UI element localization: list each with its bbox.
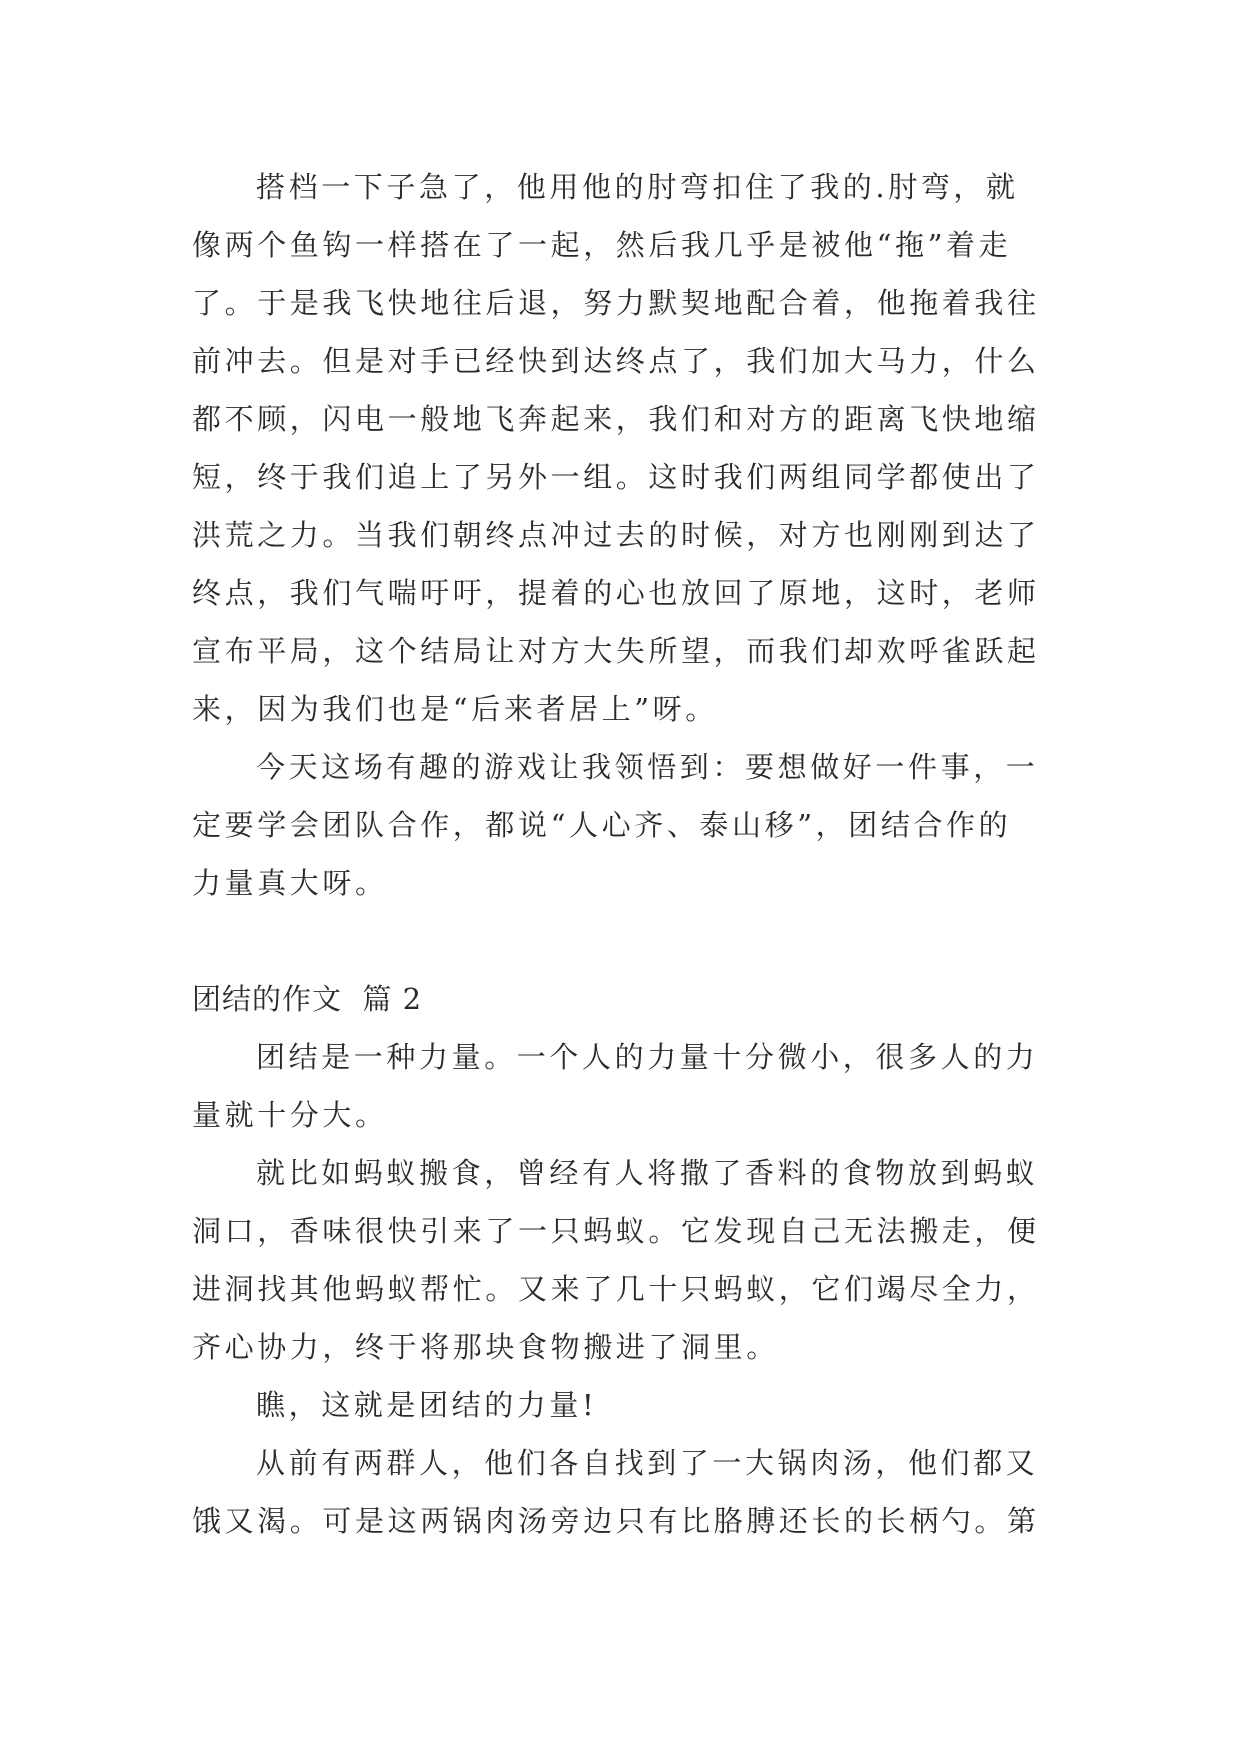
text-line: 从前有两群人，他们各自找到了一大锅肉汤，他们都又 <box>256 1446 1039 1480</box>
text-line: 今天这场有趣的游戏让我领悟到：要想做好一件事，一 <box>256 750 1039 784</box>
text-line: 力量真大呀。 <box>192 866 388 900</box>
text-line: 前冲去。但是对手已经快到达终点了，我们加大马力，什么 <box>192 344 1040 378</box>
document-body <box>192 158 1052 1550</box>
text-line: 来，因为我们也是“后来者居上”呀。 <box>192 692 718 726</box>
text-line: 定要学会团队合作，都说“人心齐、泰山移”，团结合作的 <box>192 808 1012 842</box>
text-line: 搭档一下子急了，他用他的肘弯扣住了我的.肘弯，就 <box>256 170 1019 204</box>
text-line: 瞧，这就是团结的力量! <box>256 1388 598 1422</box>
paragraph <box>192 1144 1052 1376</box>
text-line: 团结是一种力量。一个人的力量十分微小，很多人的力 <box>256 1040 1039 1074</box>
paragraph <box>192 1028 1052 1144</box>
text-line: 齐心协力，终于将那块食物搬进了洞里。 <box>192 1330 779 1364</box>
text-line: 宣布平局，这个结局让对方大失所望，而我们却欢呼雀跃起 <box>192 634 1040 668</box>
text-line: 短，终于我们追上了另外一组。这时我们两组同学都使出了 <box>192 460 1040 494</box>
paragraph <box>192 738 1052 912</box>
text-line: 洞口，香味很快引来了一只蚂蚁。它发现自己无法搬走，便 <box>192 1214 1040 1248</box>
text-line: 洪荒之力。当我们朝终点冲过去的时候，对方也刚刚到达了 <box>192 518 1040 552</box>
text-line: 了。于是我飞快地往后退，努力默契地配合着，他拖着我往 <box>192 286 1040 320</box>
text-line: 就比如蚂蚁搬食，曾经有人将撒了香料的食物放到蚂蚁 <box>256 1156 1039 1190</box>
paragraph <box>192 158 1052 738</box>
text-line: 像两个鱼钩一样搭在了一起，然后我几乎是被他“拖”着走 <box>192 228 1012 262</box>
text-line: 终点，我们气喘吁吁，提着的心也放回了原地，这时，老师 <box>192 576 1040 610</box>
text-line: 饿又渴。可是这两锅肉汤旁边只有比胳膊还长的长柄勺。第 <box>192 1504 1040 1538</box>
text-line: 都不顾，闪电一般地飞奔起来，我们和对方的距离飞快地缩 <box>192 402 1040 436</box>
paragraph <box>192 1376 1052 1434</box>
section-gap <box>192 912 1052 970</box>
section-heading: 团结的作文 篇 2 <box>192 982 423 1016</box>
text-line: 量就十分大。 <box>192 1098 388 1132</box>
paragraph <box>192 1434 1052 1550</box>
text-line: 进洞找其他蚂蚁帮忙。又来了几十只蚂蚁，它们竭尽全力， <box>192 1272 1040 1306</box>
